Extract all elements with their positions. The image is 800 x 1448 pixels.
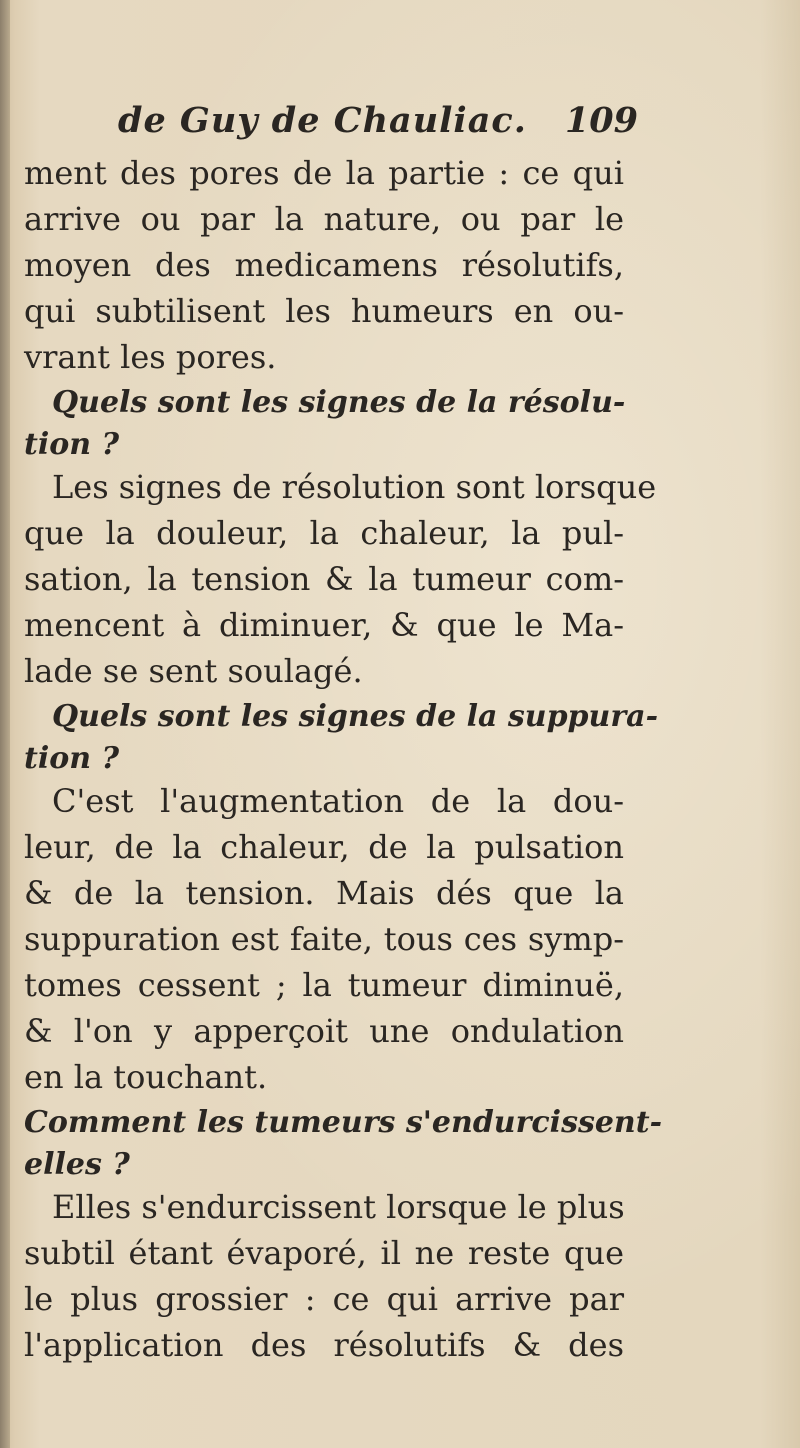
text-line: lade se sent soulagé. xyxy=(24,652,363,690)
text-line: Elles s'endurcissent lorsque le plus xyxy=(52,1188,625,1226)
text-line: Les signes de résolution sont lorsque xyxy=(52,468,657,506)
question-heading: elles ? xyxy=(24,1147,130,1182)
text-line: moyen des medicamens résolutifs, xyxy=(24,246,624,284)
text-line: & l'on y apperçoit une ondulation xyxy=(24,1012,624,1050)
text-line: en la touchant. xyxy=(24,1058,268,1096)
text-line: vrant les pores. xyxy=(24,338,277,376)
text-line: leur, de la chaleur, de la pulsation xyxy=(24,828,624,866)
body-text xyxy=(24,150,663,1368)
text-line: suppuration est faite, tous ces symp- xyxy=(24,920,624,958)
question-heading: Comment les tumeurs s'endurcissent- xyxy=(24,1105,663,1140)
text-line: C'est l'augmentation de la dou- xyxy=(52,782,624,820)
question-heading: Quels sont les signes de la suppura- xyxy=(52,699,659,734)
question-heading: tion ? xyxy=(24,741,120,776)
question-heading: Quels sont les signes de la résolu- xyxy=(52,385,626,420)
text-line: l'application des résolutifs & des xyxy=(24,1326,624,1364)
text-line: & de la tension. Mais dés que la xyxy=(24,874,624,912)
text-line: mencent à diminuer, & que le Ma- xyxy=(24,606,624,644)
text-line: sation, la tension & la tumeur com- xyxy=(24,560,624,598)
page-number: 109 xyxy=(564,100,638,141)
question-heading: tion ? xyxy=(24,427,120,462)
text-line: subtil étant évaporé, il ne reste que xyxy=(24,1234,624,1272)
page-header xyxy=(118,100,638,144)
text-line: le plus grossier : ce qui arrive par xyxy=(24,1280,624,1318)
text-line: que la douleur, la chaleur, la pul- xyxy=(24,514,624,552)
text-line: qui subtilisent les humeurs en ou- xyxy=(24,292,624,330)
running-title: de Guy de Chauliac. xyxy=(118,100,527,141)
text-line: tomes cessent ; la tumeur diminuë, xyxy=(24,966,624,1004)
text-line: arrive ou par la nature, ou par le xyxy=(24,200,624,238)
text-line: ment des pores de la partie : ce qui xyxy=(24,154,624,192)
page-gutter xyxy=(0,0,10,1448)
